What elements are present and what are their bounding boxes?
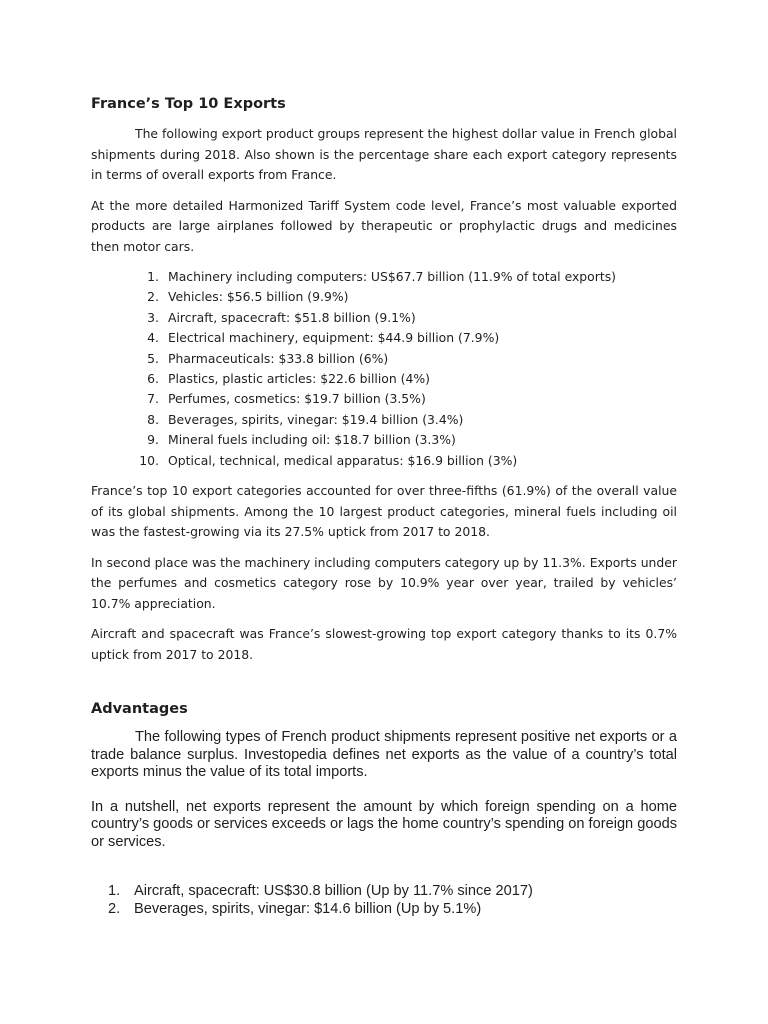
- list-item: 6. Plastics, plastic articles: $22.6 billion (4%): [147, 371, 430, 387]
- list-item: 1. Machinery including computers: US$67.7 billion (11.9% of total exports): [147, 269, 616, 284]
- section-heading: France’s Top 10 Exports: [91, 96, 286, 112]
- slowest-paragraph: Aircraft and spacecraft was France’s slowest-growing top export category thanks to its 0.7% uptick from 2017 to 2018.: [91, 626, 677, 662]
- list-item: 2. Vehicles: $56.5 billion (9.9%): [147, 289, 349, 305]
- list-item: 9. Mineral fuels including oil: $18.7 billion (3.3%): [147, 432, 456, 448]
- list-item: 10. Optical, technical, medical apparatus: $16.9 billion (3%): [139, 452, 518, 468]
- advantages-section: [91, 729, 677, 918]
- list-item: 2. Beverages, spirits, vinegar: $14.6 billion (Up by 5.1%): [108, 900, 482, 917]
- top-exports-list: [91, 267, 677, 471]
- list-item: 7. Perfumes, cosmetics: $19.7 billion (3.5%): [147, 391, 426, 407]
- list-item: 1. Aircraft, spacecraft: US$30.8 billion (Up by 11.7% since 2017): [108, 882, 533, 899]
- hts-paragraph: At the more detailed Harmonized Tariff System code level, France’s most valuable exported products are large airplanes followed by therapeutic or prophylactic drugs and medicines then motor cars.: [91, 197, 677, 254]
- list-item: 3. Aircraft, spacecraft: $51.8 billion (9.1%): [147, 309, 416, 325]
- share-paragraph: France’s top 10 export categories accounted for over three-fifths (61.9%) of the overall value of its global shipments. Among the 10 largest product categories, mineral fuels including oil was the fastest-growing via its 27.5% uptick from 2017 to 2018.: [91, 483, 677, 540]
- list-item: 5. Pharmaceuticals: $33.8 billion (6%): [147, 350, 389, 366]
- net-exports-paragraph: The following types of French product shipments represent positive net exports or a trade balance surplus. Investopedia defines net exports as the value of a country’s total exports minus the value of its total imports.: [91, 729, 677, 781]
- growth-paragraph: In second place was the machinery including computers category up by 11.3%. Exports under the perfumes and cosmetics category rose by 10.9% year over year, trailed by vehicles’ 10.7% appreciation.: [91, 554, 677, 611]
- net-exports-list: [91, 882, 677, 918]
- top-exports-section: [91, 93, 677, 665]
- list-item: 8. Beverages, spirits, vinegar: $19.4 billion (3.4%): [147, 411, 464, 427]
- list-item: 4. Electrical machinery, equipment: $44.9 billion (7.9%): [147, 330, 500, 346]
- nutshell-paragraph: In a nutshell, net exports represent the amount by which foreign spending on a home country’s goods or services exceeds or lags the home country’s spending on foreign goods or services.: [91, 798, 677, 851]
- intro-paragraph: The following export product groups represent the highest dollar value in French global shipments during 2018. Also shown is the percentage share each export category represents in terms of overall exports from France.: [91, 126, 677, 182]
- advantages-heading: Advantages: [91, 701, 188, 718]
